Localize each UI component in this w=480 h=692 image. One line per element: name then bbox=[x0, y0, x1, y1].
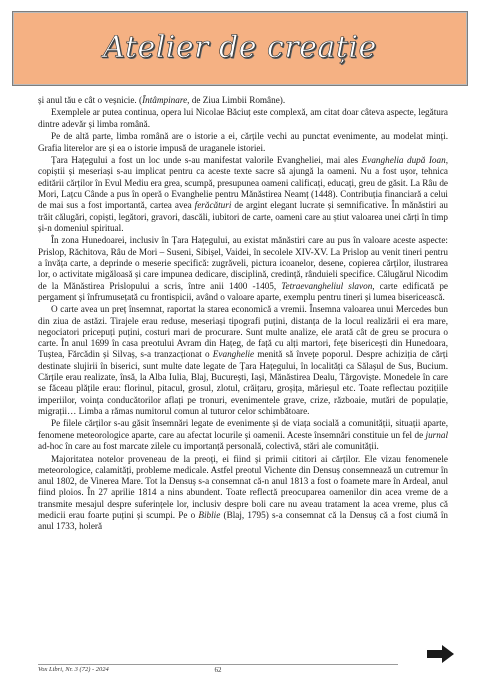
article-body bbox=[38, 95, 448, 639]
paragraph-7 bbox=[38, 418, 448, 452]
italic-title: Tetraevangheliul slavon bbox=[281, 280, 373, 291]
text-run: Țara Hațegului a fost un loc unde s-au manifestat valorile Evangheliei, mai ales bbox=[51, 155, 362, 166]
page-number: 62 bbox=[214, 666, 222, 674]
italic-title: Evanghelie bbox=[212, 349, 255, 360]
text-run: menită să învețe poporul. Despre achiziția de cărți destinate slujirii în biserici, sunt multe date legate de Țara Hațegului, în localități ca Sălașul de Sus, Bucium. Cărțile erau realizate, însă, la Alba Iulia, Blaj, București, Iași, Mănăstirea Dealu, Târgoviște. Monedele în care se făceau plățile erau: florinul, pitacul, grosul, zlotul, crăițaru, groșița, mărieșul etc. Toate reflectau pozițiile imperiilor, voința conducătorilor aflați pe tronuri, evenimentele grave, crize, războaie, mutări de populație, migrații… Limba a rămas numitorul comun al tuturor celor schimbătoare. bbox=[38, 349, 448, 416]
text-run: , copiștii și meseriași s-au implicat pentru ca aceste texte sacre să ajungă la oameni. Nu a fost ușor, tehnica editării cărților în Evul Mediu era grea, scumpă, presupunea oameni calificați, educați, greu de găsit. La Râu de Mori, Lațcu Cânde a pus în operă o Evanghelie pentru Mănăstirea Neamț (1448). Contribuția financiară a celui de mai sus a fost importantă, cartea avea bbox=[38, 155, 448, 211]
paragraph-2: Exemplele ar putea continua, opera lui Nicolae Băciuț este complexă, am citat doar câteva aspecte, legătura dintre adevăr și limba română. bbox=[38, 107, 448, 129]
text-run: Majoritatea notelor proveneau de la preoți, ei fiind și primii cititori ai cărților. Ele vizau fenomenele meteorologice, calamități, probleme medicale. Astfel preotul Vichente din Densuș consemnează un cutremur în anul 1802, de Vinerea Mare. Tot la Densuș s-a consemnat că-n anul 1813 a fost o foamete mare în Ardeal, anul fiind ploios. În 27 aprilie 1814 a nins abundent. Toate reflectă preocuparea oamenilor din acea vreme de a transmite mesajul despre suferințele lor, inclusiv despre boli care nu aveau tratament la acea vreme, plus că medicii erau foarte puțini și scumpi. Pe o bbox=[38, 453, 448, 520]
italic-title: Biblie bbox=[198, 510, 221, 520]
paragraph-8 bbox=[38, 454, 448, 533]
italic-term: jurnal bbox=[425, 429, 448, 440]
text-run: ad-hoc în care au fost marcate zilele cu importanță personală, colectivă, stări ale comunității. bbox=[38, 441, 379, 452]
banner-title: Atelier de creație bbox=[103, 30, 377, 65]
text-run: de Ziua Limbii Române). bbox=[189, 95, 286, 105]
italic-term: ferăcături bbox=[194, 200, 232, 211]
paragraph-5 bbox=[38, 235, 448, 303]
journal-issue: Vox Libri, Nr. 3 (72) - 2024 bbox=[38, 666, 109, 673]
paragraph-4 bbox=[38, 155, 448, 234]
text-run: de argint elegant lucrate și semnificative. În mănăstiri au trăit călugări, copiști, legători, gravori, dascăli, iubitori de carte, oameni care au știut valoarea unei cărți în timp și-n domeniul spiritual. bbox=[38, 200, 448, 233]
paragraph-3: Pe de altă parte, limba română are o istorie a ei, cărțile vechi au punctat evenimente, au modelat minți. Grafia literelor are și ea o istorie impusă de uraganele istoriei. bbox=[38, 131, 448, 153]
text-run: (Blaj, 1795) s-a consemnat că la Densuș că a fost ciumă în anul 1733, holeră bbox=[38, 510, 448, 532]
text-run: În zona Hunedoarei, inclusiv în Țara Hațegului, au existat mănăstiri care au pus în valoare aceste aspecte: Prislop, Răchitova, Râu de Mori – Suseni, Sibișel, Vaidei, în secolele XIV-XV. La Prislop au venit tineri pentru a învăța carte, a deprinde o meserie specifică: zugrăveli, pictura icoanelor, desene, copierea cărților, ilustrarea lor, o activitate migăloasă și care impunea dedicare, disciplină, credință, rânduieli specifice. Călugărul Nicodim de la Mănăstirea Prislopului a scris, între anii 1400 -1405, bbox=[38, 235, 448, 291]
footer-rule bbox=[38, 664, 398, 665]
italic-title: Evanghelia după Ioan bbox=[361, 155, 446, 166]
paragraph-6 bbox=[38, 304, 448, 417]
text-run: Pe filele cărților s-au găsit însemnări legate de evenimente și de viața socială a comunității, situații aparte, fenomene meteorologice aparte, care au afectat locurile și oamenii. Aceste însemnări constituie un fel de bbox=[38, 418, 448, 440]
text-run: , carte edificată pe pergament și înfrumusețată cu frontispicii, având o valoare aparte, exemplu pentru tineri și lumea bisericească. bbox=[38, 280, 448, 302]
italic-title: Întâmpinare, bbox=[142, 95, 190, 105]
text-run: și anul tău e cât o veșnicie. ( bbox=[38, 95, 143, 105]
paragraph-1 bbox=[38, 95, 448, 106]
arrow-right-icon[interactable] bbox=[425, 644, 455, 664]
text-run: O carte avea un preț însemnat, raportat la starea economică a vremii. Însemna valoarea unui Mercedes bun din ziua de astăzi. Tirajele erau reduse, meseriași tipografi puțini, distanța de la locul realizării ei era mare, negociatori pricepuți puțini, costuri mari de procurare. Sunt multe analize, ele arată cât de greu se procura o carte. În anul 1699 în casa preotului Avram din Hațeg, de față cu alți martori, fețe bisericești din Hunedoara, Tuștea, Fărcădin și Silvaș, s-a tranzacționat o bbox=[38, 304, 448, 360]
section-banner bbox=[12, 11, 468, 86]
page-footer bbox=[38, 644, 455, 672]
